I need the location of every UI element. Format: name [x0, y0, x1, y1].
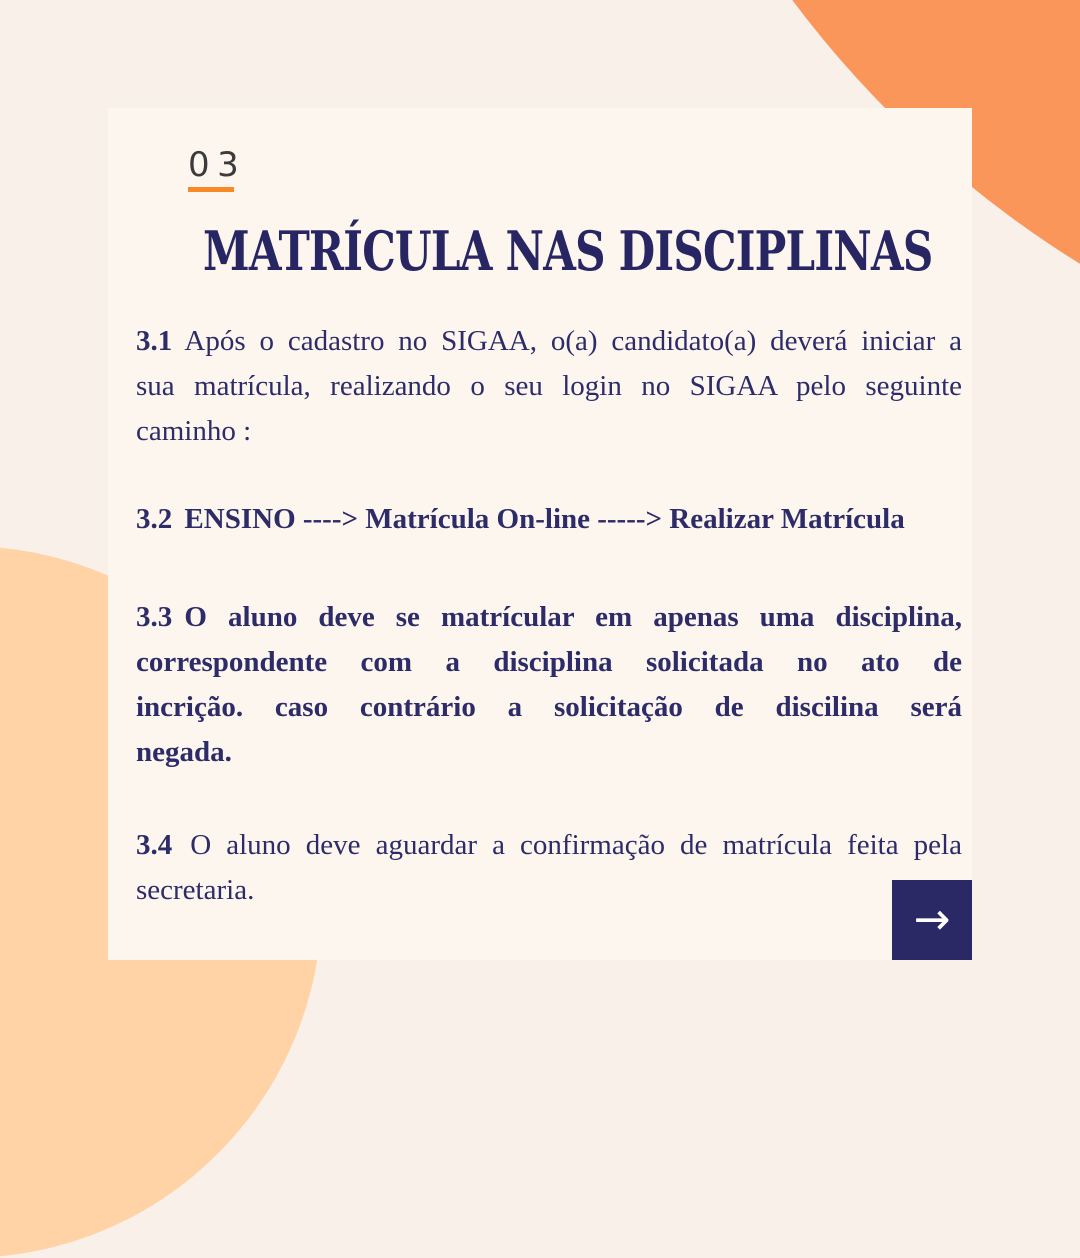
paragraph-3-2 [136, 497, 962, 542]
paragraph-3-4 [136, 823, 962, 913]
page-number: 03 [188, 145, 247, 185]
paragraph-line: secretaria. [136, 874, 255, 906]
paragraph-line: caminho : [136, 415, 252, 447]
paragraph-number: 3.1 [136, 325, 173, 357]
paragraph-number: 3.3 [136, 601, 173, 633]
paragraph-number: 3.4 [136, 829, 173, 861]
paragraph-3-3 [136, 595, 962, 775]
paragraph-text: Após o cadastro no SIGAA, o(a) candidato(a) deverá iniciar a [184, 325, 962, 357]
paragraph-line: sua matrícula, realizando o seu login no SIGAA pelo seguinte [136, 370, 962, 402]
paragraph-3-1 [136, 319, 962, 454]
slide-title: MATRÍCULA NAS DISCIPLINAS [203, 219, 933, 283]
paragraph-line [136, 823, 962, 868]
paragraph-line [136, 497, 962, 542]
paragraph-text: O aluno deve aguardar a confirmação de matrícula feita pela [190, 829, 962, 861]
paragraph-line: correspondente com a disciplina solicitada no ato de [136, 646, 962, 678]
paragraph-line [136, 319, 962, 364]
page-number-underline [188, 187, 234, 192]
paragraph-text: ENSINO ----> Matrícula On-line -----> Realizar Matrícula [184, 503, 905, 535]
paragraph-line: incrição. caso contrário a solicitação de discilina será [136, 691, 962, 723]
next-slide-button[interactable] [892, 880, 972, 960]
arrow-right-icon: → [913, 894, 951, 945]
paragraph-text: O aluno deve se matrícular em apenas uma disciplina, [184, 601, 962, 633]
paragraph-line [136, 595, 962, 640]
paragraph-line: negada. [136, 736, 232, 768]
content-card [108, 108, 972, 960]
paragraph-number: 3.2 [136, 503, 173, 535]
